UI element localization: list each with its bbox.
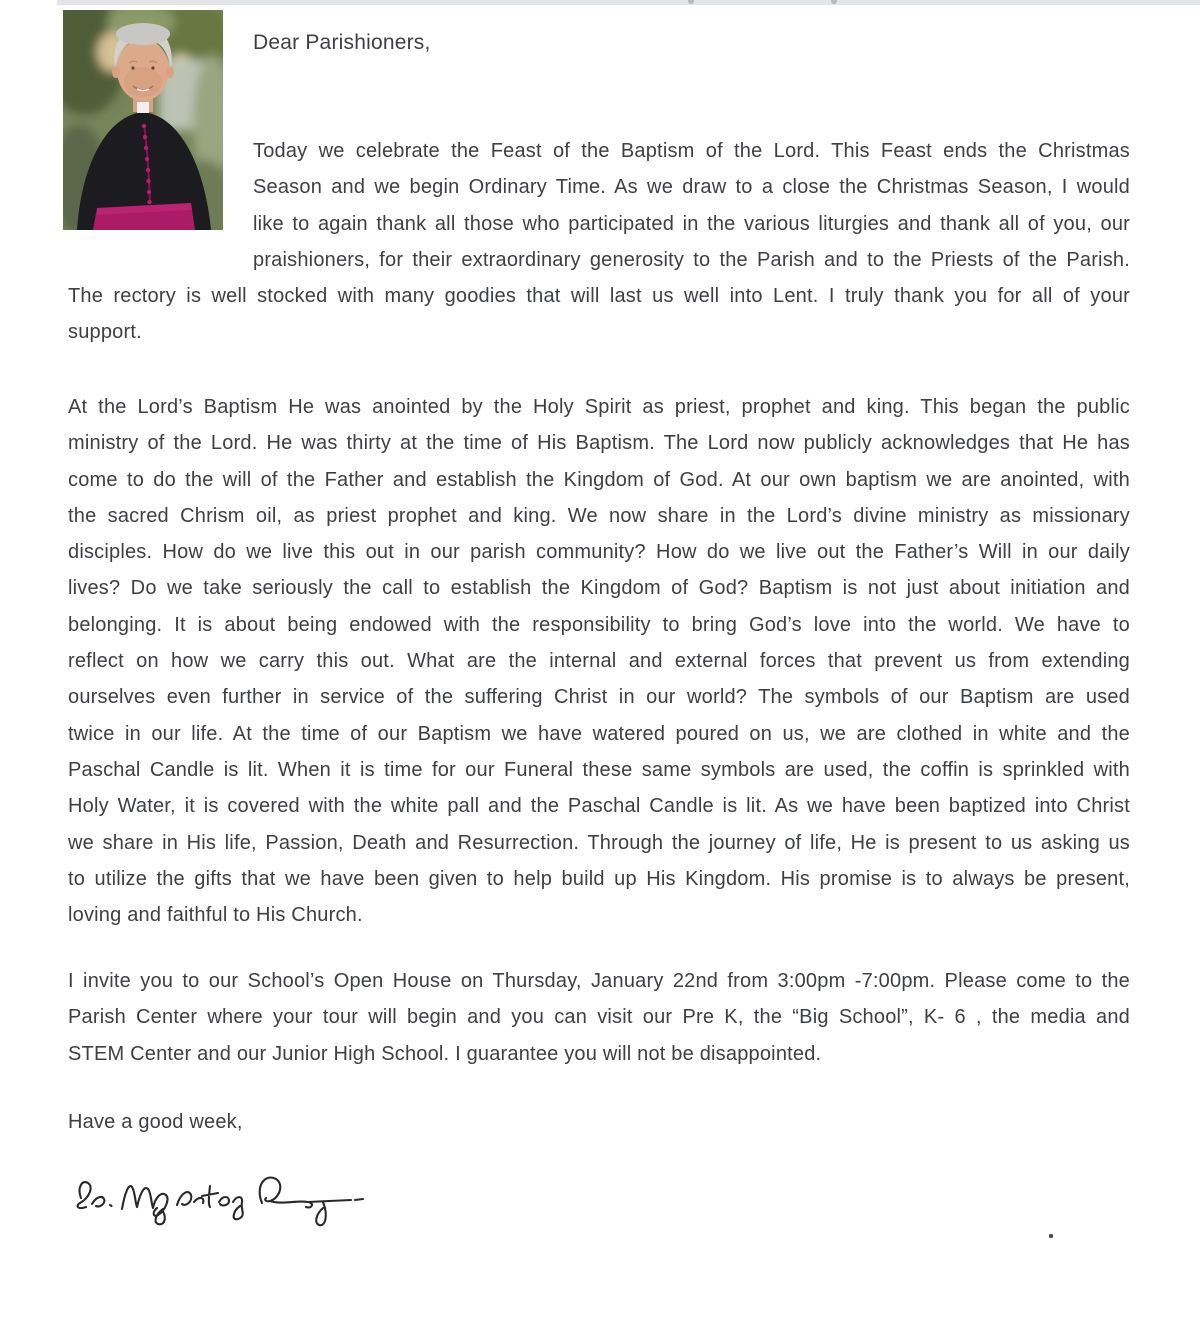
signature-ink-strokes bbox=[65, 1158, 365, 1236]
letter-line: Parish Center where your tour will begin and you can visit our Pre K, the “Big School”, K- 6 , the media and bbox=[68, 1006, 1130, 1029]
paragraph-2 bbox=[68, 389, 1130, 933]
letter-line: ourselves even further in service of the suffering Christ in our world? The symbols of our Baptism are used bbox=[68, 686, 1130, 709]
letter-line: to utilize the gifts that we have been given to help build up His Kingdom. His promise is to always be present, bbox=[68, 867, 1130, 890]
letter-line: At the Lord’s Baptism He was anointed by the Holy Spirit as priest, prophet and king. This began the public bbox=[68, 396, 1130, 418]
letter-line: Paschal Candle is lit. When it is time for our Funeral these same symbols are used, the coffin is sprinkled with bbox=[68, 758, 1130, 781]
letter-line: disciples. How do we live this out in our parish community? How do we live out the Father’s Will in our daily bbox=[68, 541, 1130, 564]
letter-line: lives? Do we take seriously the call to establish the Kingdom of God? Baptism is not just about initiation and bbox=[68, 577, 1130, 600]
letter-closing: Have a good week, bbox=[68, 1111, 243, 1133]
letter-line: STEM Center and our Junior High School. I guarantee you will not be disappointed. bbox=[68, 1042, 822, 1065]
strip-artifact-mark bbox=[688, 0, 694, 4]
pastor-portrait-photo bbox=[63, 10, 223, 230]
priest-photo-illustration bbox=[63, 10, 223, 230]
letter-greeting: Dear Parishioners, bbox=[253, 31, 431, 54]
handwritten-signature bbox=[65, 1158, 365, 1236]
strip-artifact-mark bbox=[831, 0, 837, 4]
letter-line: come to do the will of the Father and establish the Kingdom of God. At our own baptism we are anointed, with bbox=[68, 468, 1130, 491]
paragraph-1-full-lines bbox=[68, 278, 1130, 351]
letter-line: loving and faithful to His Church. bbox=[68, 904, 363, 927]
paragraph-1-wrapped-lines bbox=[253, 133, 1130, 278]
letter-line: ministry of the Lord. He was thirty at the time of His Baptism. The Lord now publicly acknowledges that He has bbox=[68, 432, 1130, 455]
letter-line: I invite you to our School’s Open House on Thursday, January 22nd from 3:00pm -7:00pm. Please come to the bbox=[68, 970, 1130, 992]
top-edge-remnant-strip bbox=[57, 0, 1200, 5]
letter-line: The rectory is well stocked with many goodies that will last us well into Lent. I truly thank you for all of your bbox=[68, 285, 1130, 307]
letter-line: reflect on how we carry this out. What are the internal and external forces that prevent us from extending bbox=[68, 650, 1130, 673]
letter-line: we share in His life, Passion, Death and Resurrection. Through the journey of life, He is present to us asking us bbox=[68, 831, 1130, 854]
stray-ink-dot bbox=[1049, 1234, 1053, 1238]
letter-line: Season and we begin Ordinary Time. As we draw to a close the Christmas Season, I would bbox=[253, 176, 1130, 199]
letter-line: Today we celebrate the Feast of the Baptism of the Lord. This Feast ends the Christmas bbox=[253, 140, 1130, 162]
letter-line: like to again thank all those who participated in the various liturgies and thank all of you, our bbox=[253, 212, 1130, 235]
paragraph-3 bbox=[68, 963, 1130, 1072]
letter-line: belonging. It is about being endowed with the responsibility to bring God’s love into the world. We have to bbox=[68, 613, 1130, 636]
letter-line: support. bbox=[68, 321, 142, 344]
letter-line: the sacred Chrism oil, as priest prophet and king. We now share in the Lord’s divine ministry as missionary bbox=[68, 504, 1130, 527]
letter-line: Holy Water, it is covered with the white pall and the Paschal Candle is lit. As we have been baptized into Christ bbox=[68, 795, 1130, 818]
letter-line: praishioners, for their extraordinary generosity to the Parish and to the Priests of the Parish. bbox=[253, 248, 1130, 271]
letter-line: twice in our life. At the time of our Baptism we have watered poured on us, we are clothed in white and the bbox=[68, 722, 1130, 745]
